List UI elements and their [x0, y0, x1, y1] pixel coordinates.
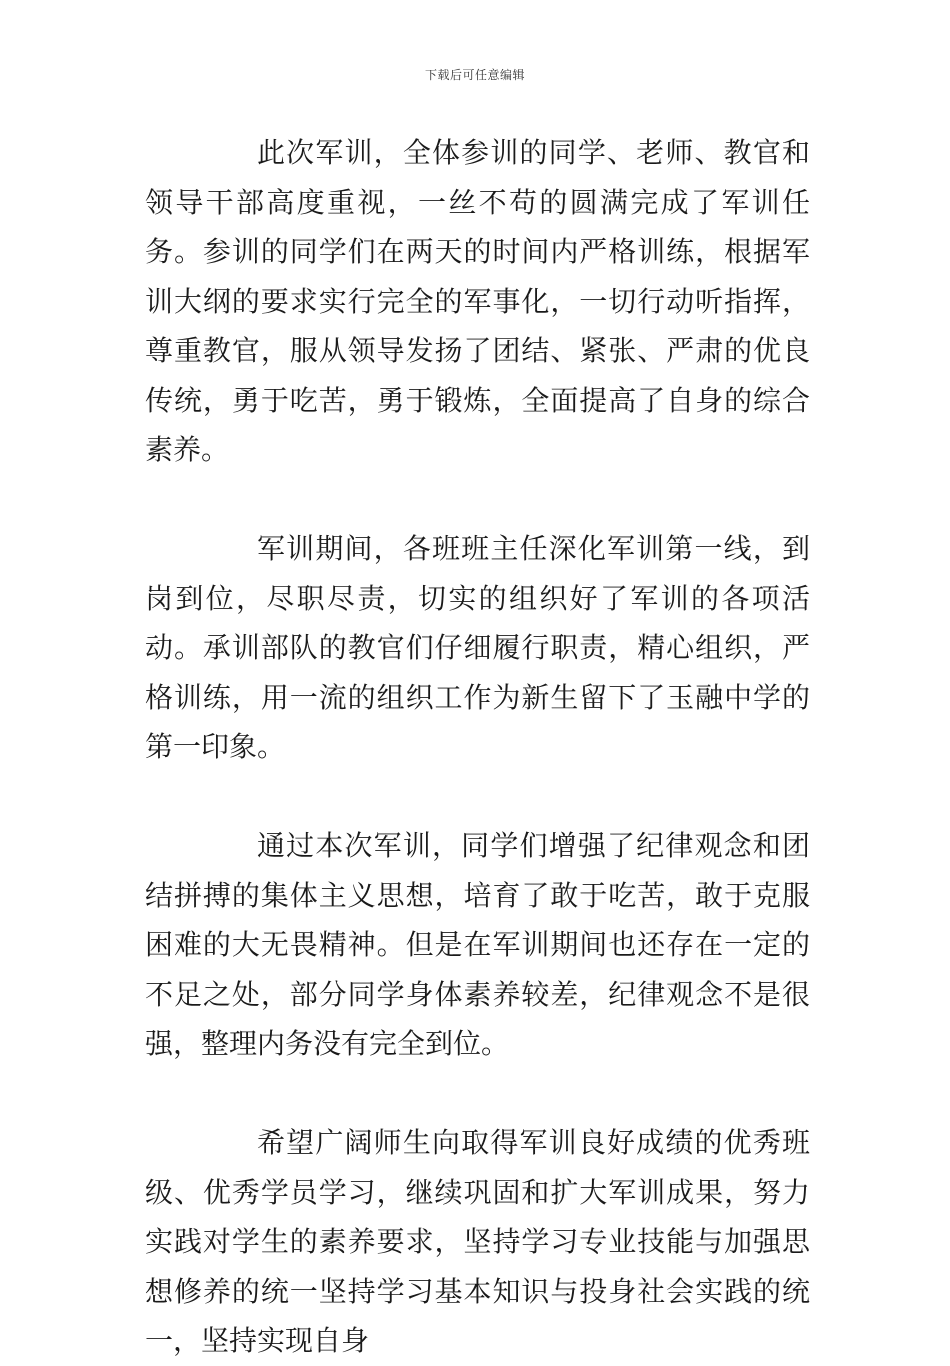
paragraph-spacer — [145, 475, 810, 525]
paragraph-3: 通过本次军训，同学们增强了纪律观念和团结拼搏的集体主义思想，培育了敢于吃苦，敢于克服困难的大无畏精神。但是在军训期间也还存在一定的不足之处，部分同学身体素养较差，纪律观念不是很强，整理内务没有完全到位。 — [145, 829, 810, 1060]
header-note: 下载后可任意编辑 — [424, 68, 525, 82]
paragraph-spacer — [145, 772, 810, 822]
paragraph-4: 希望广阔师生向取得军训良好成绩的优秀班级、优秀学员学习，继续巩固和扩大军训成果，努力实践对学生的素养要求，坚持学习专业技能与加强思想修养的统一坚持学习基本知识与投身社会实践的统一，坚持实现自身 — [145, 1126, 810, 1357]
document-body — [145, 128, 810, 1366]
paragraph-1: 此次军训，全体参训的同学、老师、教官和领导干部高度重视，一丝不苟的圆满完成了军训任务。参训的同学们在两天的时间内严格训练，根据军训大纲的要求实行完全的军事化，一切行动听指挥，尊重教官，服从领导发扬了团结、紧张、严肃的优良传统，勇于吃苦，勇于锻炼，全面提高了自身的综合素养。 — [145, 136, 810, 466]
paragraph-2: 军训期间，各班班主任深化军训第一线，到岗到位，尽职尽责，切实的组织好了军训的各项活动。承训部队的教官们仔细履行职责，精心组织，严格训练，用一流的组织工作为新生留下了玉融中学的第一印象。 — [145, 532, 810, 763]
paragraph-spacer — [145, 1069, 810, 1119]
